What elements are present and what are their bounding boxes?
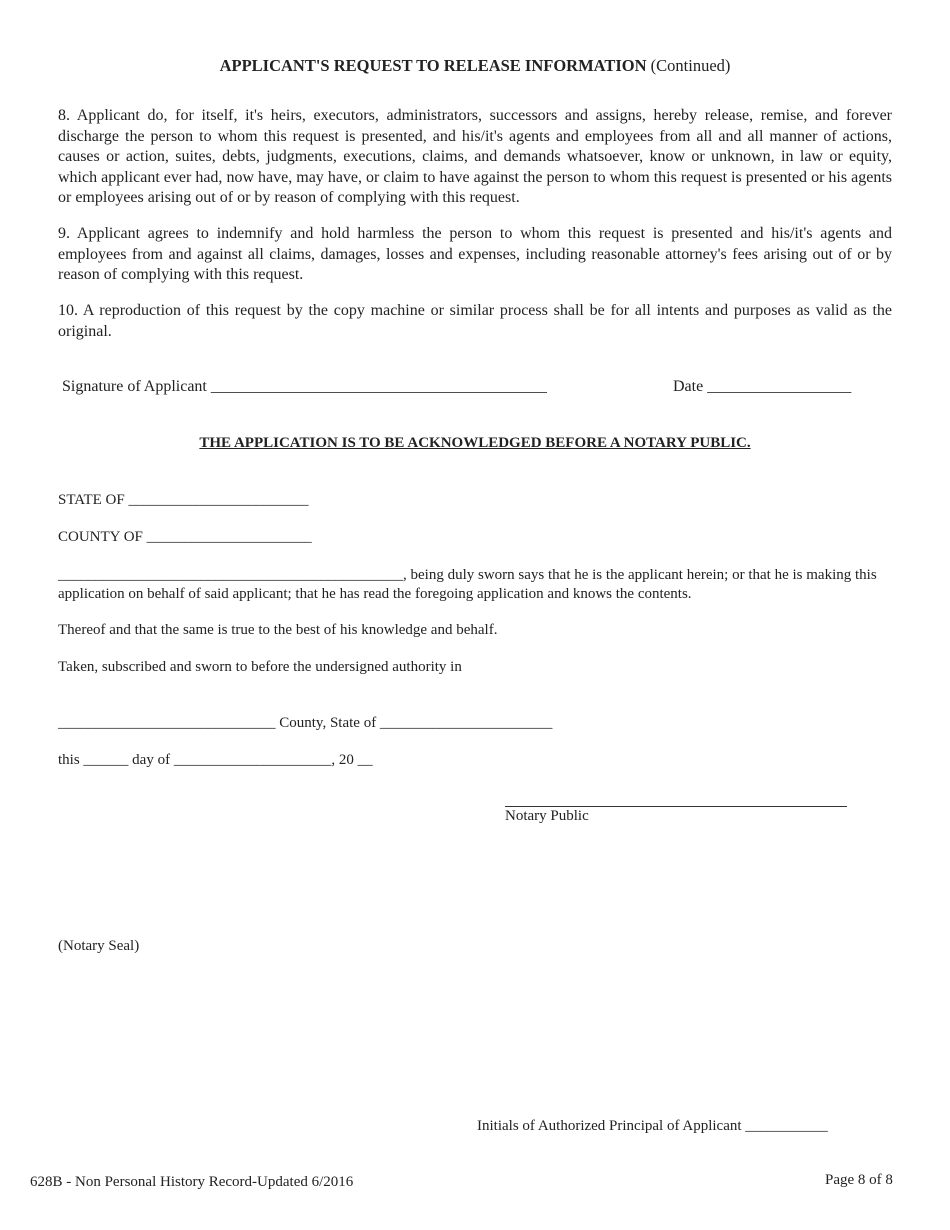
- applicant-signature-line[interactable]: Signature of Applicant __________________________________________: [62, 378, 547, 395]
- paragraph-8: 8. Applicant do, for itself, it's heirs, executors, administrators, successors and assigns, hereby release, remise, and forever discharge the person to whom this request is presented, and his/it's agents and employees from all and all manner of actions, causes or action, suites, debts, judgments, executions, claims, and demands whatsoever, know or unknown, in law or equity, which applicant ever had, now have, may have, or claim to have against the person to whom this request is presented or his agents or employees arising out of or by reason of complying with this request.: [58, 107, 892, 206]
- notary-seal-label: (Notary Seal): [58, 938, 140, 954]
- footer-form-id: 628B - Non Personal History Record-Updated 6/2016: [30, 1174, 354, 1190]
- page-title: [0, 56, 950, 76]
- county-state-field[interactable]: _____________________________ County, State of _______________________: [58, 715, 553, 731]
- paragraph-9: 9. Applicant agrees to indemnify and hold harmless the person to whom this request is presented and his/it's agents and employees from and against all claims, damages, losses and expenses, including reasonable attorney's fees arising out of or by reason of complying with this request.: [58, 225, 892, 283]
- taken-statement: Taken, subscribed and sworn to before the undersigned authority in: [58, 659, 462, 675]
- thereof-statement: Thereof and that the same is true to the best of his knowledge and behalf.: [58, 622, 498, 638]
- page-title-suffix: (Continued): [646, 56, 731, 75]
- day-field[interactable]: this ______ day of _____________________, 20 __: [58, 752, 373, 768]
- notary-signature-rule[interactable]: [505, 806, 847, 807]
- county-field[interactable]: COUNTY OF ______________________: [58, 529, 312, 545]
- footer-page-number: Page 8 of 8: [825, 1172, 893, 1188]
- notary-heading: THE APPLICATION IS TO BE ACKNOWLEDGED BEFORE A NOTARY PUBLIC.: [199, 435, 751, 451]
- sworn-statement: ______________________________________________, being duly sworn says that he is the applicant herein; or that he is making this application on behalf of said applicant; that he has read the foregoing application and knows the contents.: [58, 567, 877, 602]
- date-line[interactable]: Date __________________: [673, 378, 852, 395]
- paragraph-10: 10. A reproduction of this request by the copy machine or similar process shall be for all intents and purposes as valid as the original.: [58, 302, 892, 340]
- state-field[interactable]: STATE OF ________________________: [58, 492, 309, 508]
- page-title-main: APPLICANT'S REQUEST TO RELEASE INFORMATION: [219, 56, 647, 75]
- notary-public-label: Notary Public: [505, 808, 589, 824]
- initials-field[interactable]: Initials of Authorized Principal of Applicant ___________: [477, 1118, 828, 1134]
